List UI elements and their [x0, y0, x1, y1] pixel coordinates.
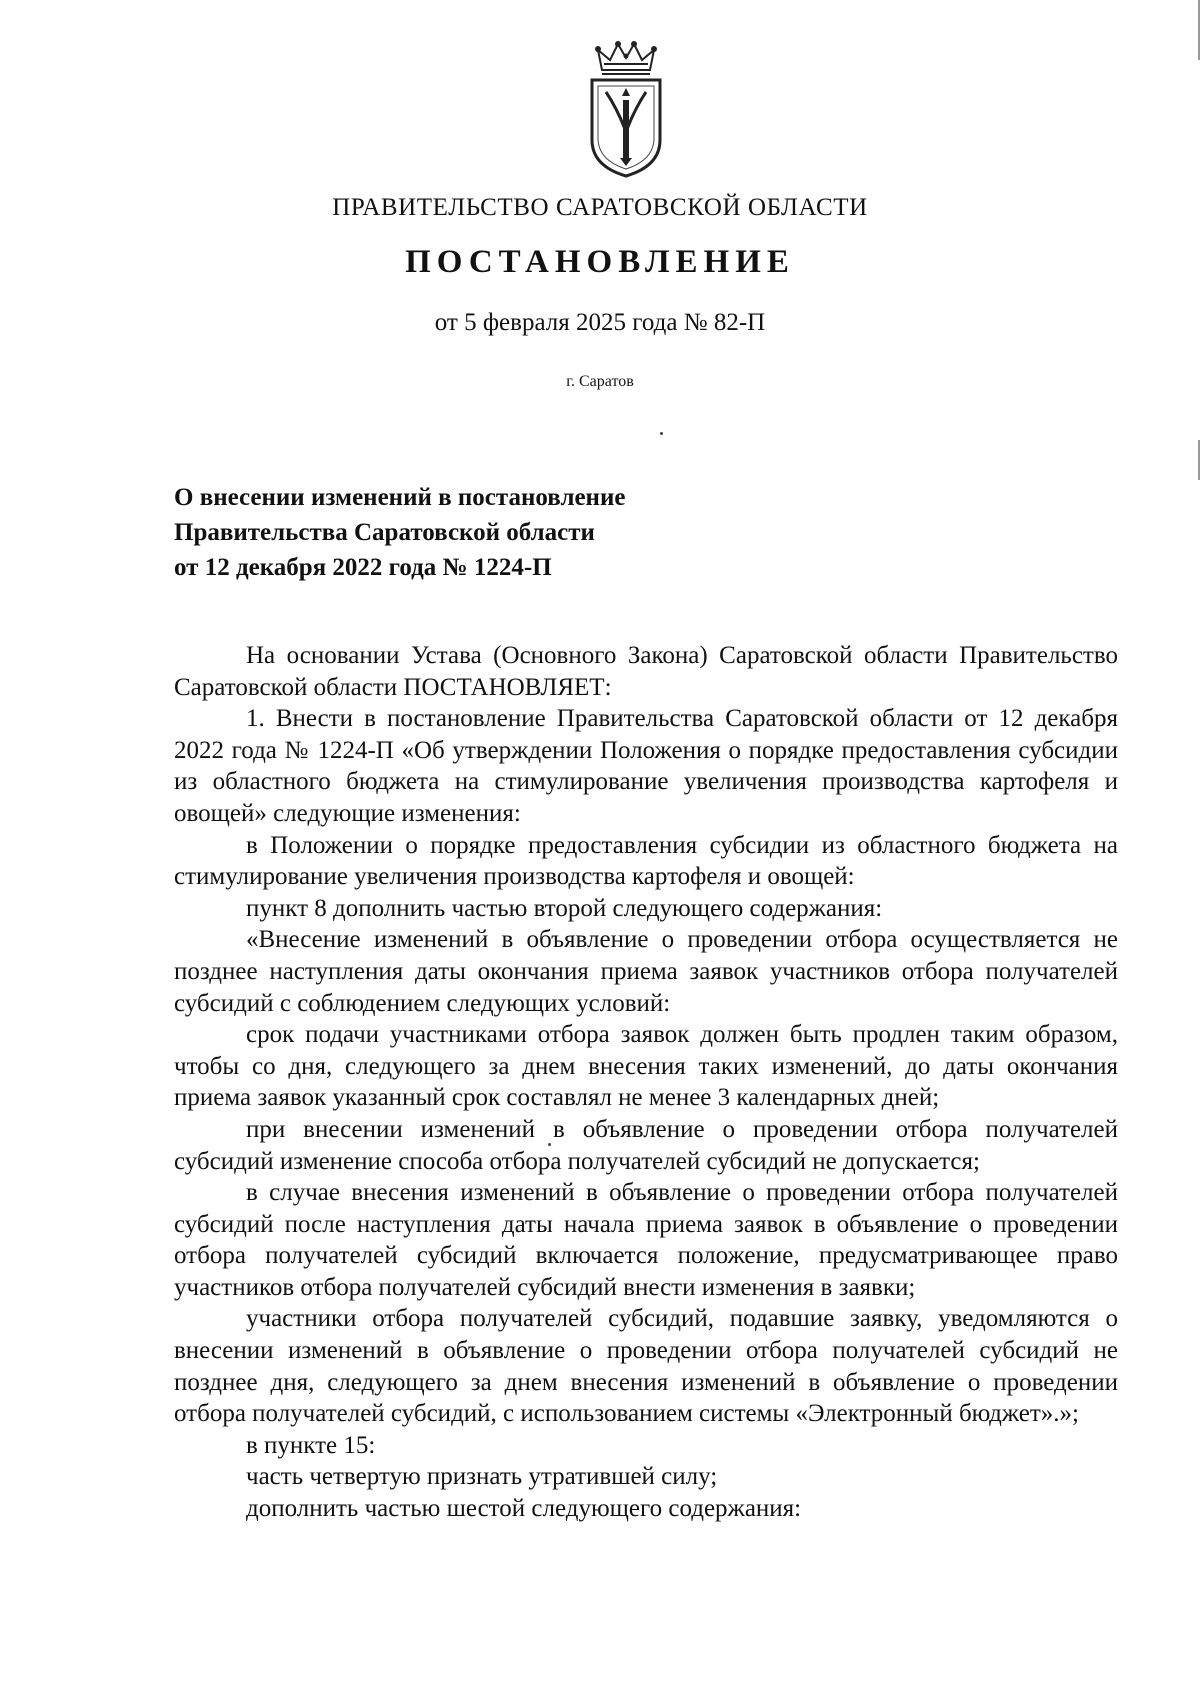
body-paragraph: в случае внесения изменений в объявление о проведении отбора получателей субсидий после наступления даты начала приема заявок в объявление о проведении отбора получателей субсидий включается положение, предусматривающее право участников отбора получателей субсидий внести изменения в заявки;	[174, 1179, 1118, 1301]
document-type: ПОСТАНОВЛЕНИЕ	[405, 244, 795, 280]
document-date-number: от 5 февраля 2025 года № 82-П	[434, 309, 766, 336]
document-city: г. Саратов	[566, 373, 634, 390]
body-paragraph: «Внесение изменений в объявление о проведении отбора осуществляется не позднее наступления даты окончания приема заявок участников отбора получателей субсидий с соблюдением следующих условий:	[174, 926, 1118, 1017]
scan-speck	[548, 1143, 551, 1146]
body-paragraph: срок подачи участниками отбора заявок должен быть продлен таким образом, чтобы со дня, следующего за днем внесения таких изменений, до даты окончания приема заявок указанный срок составлял не менее 3 календарных дней;	[174, 1021, 1118, 1112]
body-paragraph: На основании Устава (Основного Закона) Саратовской области Правительство Саратовской области ПОСТАНОВЛЯЕТ:	[174, 642, 1118, 701]
body-paragraph: в Положении о порядке предоставления субсидии из областного бюджета на стимулирование увеличения производства картофеля и овощей:	[174, 831, 1118, 891]
body-paragraph: пункт 8 дополнить частью второй следующего содержания:	[246, 894, 883, 922]
body-paragraph: при внесении изменений в объявление о проведении отбора получателей субсидий изменение способа отбора получателей субсидий не допускается;	[174, 1115, 1118, 1175]
body-paragraph: дополнить частью шестой следующего содержания:	[246, 1495, 802, 1523]
scan-speck	[660, 432, 663, 435]
document-title	[174, 480, 625, 585]
body-paragraph: часть четвертую признать утратившей силу;	[246, 1463, 718, 1491]
organization-name: ПРАВИТЕЛЬСТВО САРАТОВСКОЙ ОБЛАСТИ	[332, 194, 868, 221]
body-paragraph: участники отбора получателей субсидий, подавшие заявку, уведомляются о внесении изменений в объявление о проведении отбора получателей субсидий не позднее дня, следующего за днем внесения изменений в объявление о проведении отбора получателей субсидий, с использованием системы «Электронный бюджет».»;	[174, 1305, 1118, 1428]
coat-of-arms-icon	[584, 40, 668, 178]
body-paragraph: в пункте 15:	[246, 1431, 376, 1459]
document-body	[174, 640, 1118, 1525]
title-line: О внесении изменений в постановление	[174, 484, 626, 511]
title-line: от 12 декабря 2022 года № 1224-П	[174, 554, 552, 581]
body-paragraph: 1. Внести в постановление Правительства Саратовской области от 12 декабря 2022 года № 1224-П «Об утверждении Положения о порядке предоставления субсидии из областного бюджета на стимулирование увеличения производства картофеля и овощей» следующие изменения:	[174, 705, 1118, 827]
title-line: Правительства Саратовской области	[174, 519, 595, 546]
